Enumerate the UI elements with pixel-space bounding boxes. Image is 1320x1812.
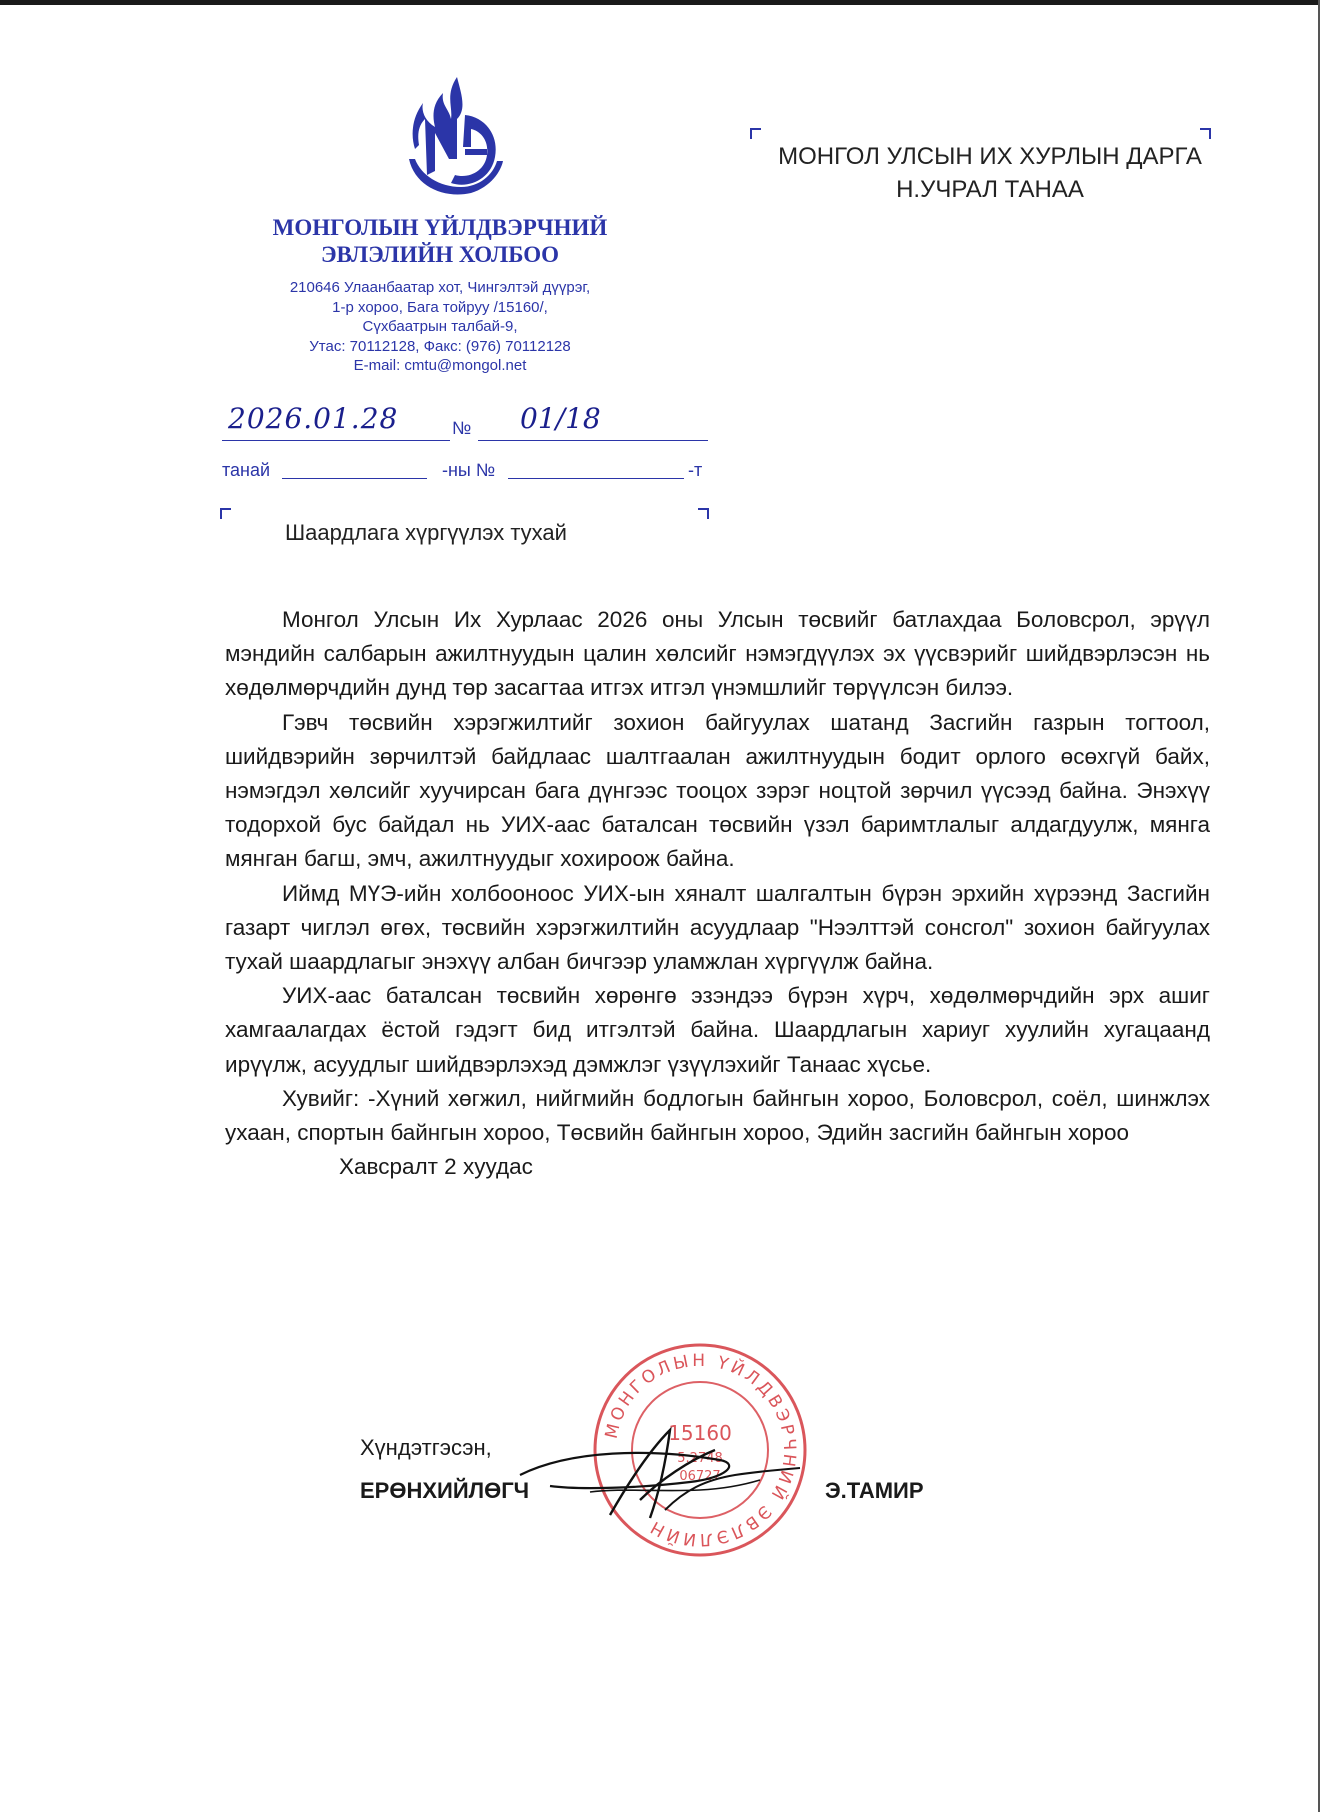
subject-corner-mark — [220, 508, 231, 519]
handwritten-signature — [490, 1420, 810, 1530]
subject-corner-mark — [698, 508, 709, 519]
addressee-corner-mark — [750, 128, 761, 139]
number-underline — [478, 440, 708, 441]
body-paragraph: УИХ-аас баталсан төсвийн хөрөнгө эзэндээ бүрэн хүрч, хөдөлмөрчдийн эрх ашиг хамгаалагдах ёстой гэдэгт бид итгэлтэй байна. Шаардлагын хариуг хуулийн хугацаанд ирүүлж, асуудлыг шийдвэрлэхэд дэмжлэг үзүүлэхийг Танаас хүсье. — [225, 983, 1210, 1077]
phone-fax-line: Утас: 70112128, Факс: (976) 70112128 — [309, 337, 571, 355]
stamp-ring-text: МОНГОЛЫН ҮЙЛДВЭРЧНИЙ ЭВЛЭЛИЙН — [601, 1350, 800, 1550]
union-logo-icon — [405, 75, 505, 200]
signer-name: Э.ТАМИР — [825, 1478, 924, 1503]
address-line: 1-р хороо, Бага тойруу /15160/, — [332, 298, 548, 316]
body-paragraph: Гэвч төсвийн хэрэгжилтийг зохион байгуулах шатанд Засгийн газрын тогтоол, шийдвэрийн зөрчилтэй байдлаас шалтгаалан ажилтнуудын бодит орлого өсөхгүй байх, нэмэгдэл хөлсийг хуучирсан бага дүнгээс тооцох зэрэг ноцтой зөрчил үүсээд байна. Энэхүү тодорхой бус байдал нь УИХ-аас баталсан төсвийн үзэл баримтлалыг алдагдуулж, мянга мянган багш, эмч, ажилтнуудыг хохироож байна. — [225, 709, 1210, 872]
date-underline — [222, 440, 450, 441]
body-paragraph: Иймд МҮЭ-ийн холбооноос УИХ-ын хяналт шалгалтын бүрэн эрхийн хүрээнд Засгийн газарт чиглэл өгөх, төсвийн хэрэгжилтийн асуудлаар "Нээлттэй сонсгол" зохион байгуулах тухай шаардлагыг энэхүү албан бичгээр уламжлан хүргүүлж байна. — [225, 880, 1210, 975]
handwritten-date: 2026.01.28 — [228, 402, 399, 435]
number-label: № — [452, 418, 472, 438]
letter-body — [225, 603, 1210, 1184]
copy-recipients: Хувийг: -Хүний хөгжил, нийгмийн бодлогын байнгын хороо, Боловсрол, соёл, шинжлэх ухаан, спортын байнгын хороо, Төсвийн байнгын хороо, Эдийн засгийн байнгын хороо — [225, 1085, 1210, 1146]
attachment-note: Хавсралт 2 хуудас — [339, 1154, 533, 1180]
body-paragraph: Монгол Улсын Их Хурлаас 2026 оны Улсын төсвийг батлахдаа Боловсрол, эрүүл мэндийн салбарын ажилтнуудын цалин хөлсийг нэмэгдүүлэх эх үүсвэрийг шийдвэрлэсэн нь хөдөлмөрчдийн дунд төр засагтаа итгэх итгэл үнэмшлийг төрүүлсэн билээ. — [225, 607, 1210, 701]
address-line: Сүхбаатрын талбай-9, — [362, 318, 518, 335]
org-address — [255, 278, 625, 376]
stamp-center-code: 15160 — [668, 1421, 732, 1445]
your-ref-number-line — [508, 478, 684, 479]
letter-subject: Шаардлага хүргүүлэх тухай — [285, 520, 567, 545]
closing-phrase: Хүндэтгэсэн, — [360, 1435, 492, 1460]
org-name — [250, 214, 630, 268]
addressee-block — [740, 140, 1240, 206]
handwritten-number: 01/18 — [520, 402, 601, 435]
stamp-center-line: 06727 — [679, 1469, 721, 1484]
addressee-title: МОНГОЛ УЛСЫН ИХ ХУРЛЫН ДАРГА — [778, 143, 1202, 170]
address-line: 210646 Улаанбаатар хот, Чингэлтэй дүүрэг, — [289, 279, 591, 296]
ref-suffix: -т — [688, 460, 703, 480]
addressee-name: Н.УЧРАЛ ТАНАА — [896, 176, 1084, 203]
addressee-corner-mark — [1200, 128, 1211, 139]
org-name-line2: ЭВЛЭЛИЙН ХОЛБОО — [320, 242, 560, 267]
scan-top-edge — [0, 0, 1320, 5]
your-ref-label: танай — [222, 460, 271, 480]
signer-position: ЕРӨНХИЙЛӨГЧ — [360, 1478, 530, 1503]
email-line: E-mail: cmtu@mongol.net — [353, 357, 527, 374]
your-ref-no-label: -ны № — [442, 460, 496, 480]
org-name-line1: МОНГОЛЫН ҮЙЛДВЭРЧНИЙ — [272, 215, 608, 240]
your-ref-date-line — [282, 478, 427, 479]
stamp-center-line: 5.2748 — [677, 1451, 723, 1466]
